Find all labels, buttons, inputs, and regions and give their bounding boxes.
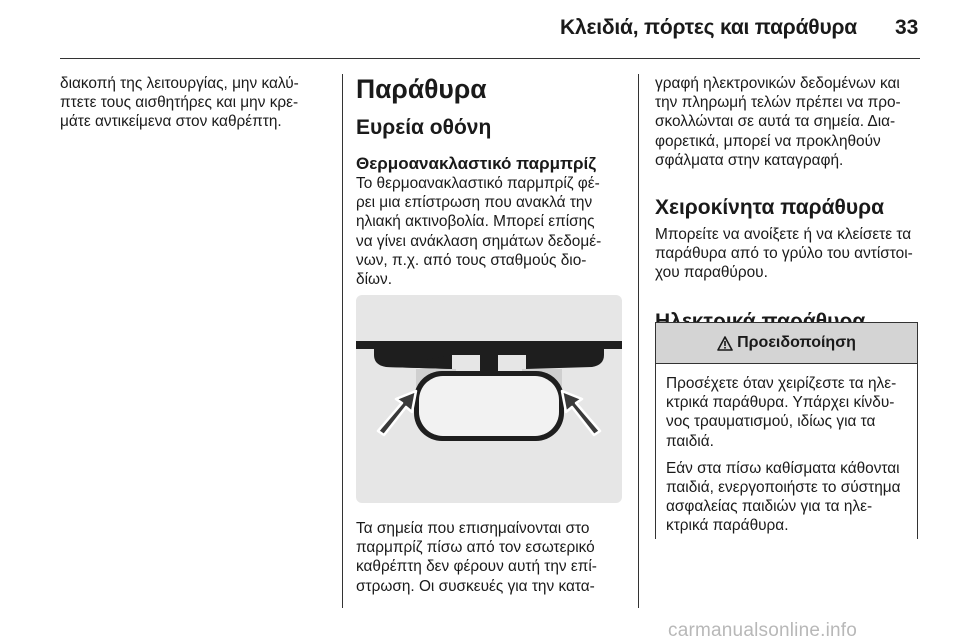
- warning-header: [655, 322, 918, 364]
- windscreen-mirror-drawing: [356, 295, 622, 503]
- windscreen-paragraph: Το θερμοανακλαστικό παρμπρίζ φέ- ρει μια επίστρωση που ανακλά την ηλιακή ακτινοβολία. Μπορεί επίσης να γίνει ανάκλαση σημάτων δεδομέ- νων, π.χ. από τους σταθμούς διο- δίων.: [356, 175, 602, 289]
- warning-box: [655, 322, 918, 535]
- warning-paragraph-2: Εάν στα πίσω καθίσματα κάθονται παιδιά, ενεργοποιήστε το σύστημα ασφαλείας παιδιών για τα ηλε- κτρικά παράθυρα.: [666, 459, 901, 535]
- figure-caption: Τα σημεία που επισημαίνονται στο παρμπρίζ πίσω από τον εσωτερικό καθρέπτη δεν φέρουν αυτή την επί- στρωση. Οι συσκευές για την κατα-: [356, 520, 597, 595]
- manual-windows-paragraph: Μπορείτε να ανοίξετε ή να κλείσετε τα παράθυρα από το γρύλο του αντίστοι- χου παραθύρου.: [655, 226, 913, 282]
- column-2: [356, 74, 626, 289]
- heading-heat-reflective-windscreen: Θερμοανακλαστικό παρμπρίζ: [356, 154, 597, 173]
- windscreen-mirror-illustration: [356, 295, 622, 503]
- warning-label: Προειδοποίηση: [737, 334, 856, 351]
- warning-triangle-icon: [717, 336, 733, 351]
- column-1-text: διακοπή της λειτουργίας, μην καλύ- πτετε τους αισθητήρες και μην κρε- μάτε αντικείμενα στον καθρέπτη.: [60, 75, 299, 131]
- page-header-title: Κλειδιά, πόρτες και παράθυρα: [560, 16, 857, 39]
- watermark: carmanualsonline.info: [668, 620, 858, 641]
- heading-manual-windows: Χειροκίνητα παράθυρα: [655, 196, 884, 220]
- warning-paragraph-1: Προσέχετε όταν χειρίζεστε τα ηλε- κτρικά παράθυρα. Υπάρχει κίνδυ- νος τραυματισμού, ιδίως για τα παιδιά.: [666, 375, 897, 450]
- section-title-windows: Παράθυρα: [356, 74, 487, 104]
- figure-caption-block: [356, 519, 626, 596]
- page-number: 33: [895, 16, 919, 39]
- continuation-paragraph: γραφή ηλεκτρονικών δεδομένων και την πληρωμή τελών πρέπει να προ- σκολλώνται σε αυτά τα σημεία. Δια- φορετικά, μπορεί να προκληθούν σφάλματα στην καταγραφή.: [655, 75, 901, 169]
- subsection-title-wide-screen: Ευρεία οθόνη: [356, 116, 492, 139]
- warning-body: [655, 364, 918, 539]
- header-rule: [60, 58, 920, 59]
- column-divider-right: [638, 74, 639, 608]
- column-divider-left: [342, 74, 343, 608]
- column-1: [60, 74, 335, 132]
- column-3: [655, 74, 923, 335]
